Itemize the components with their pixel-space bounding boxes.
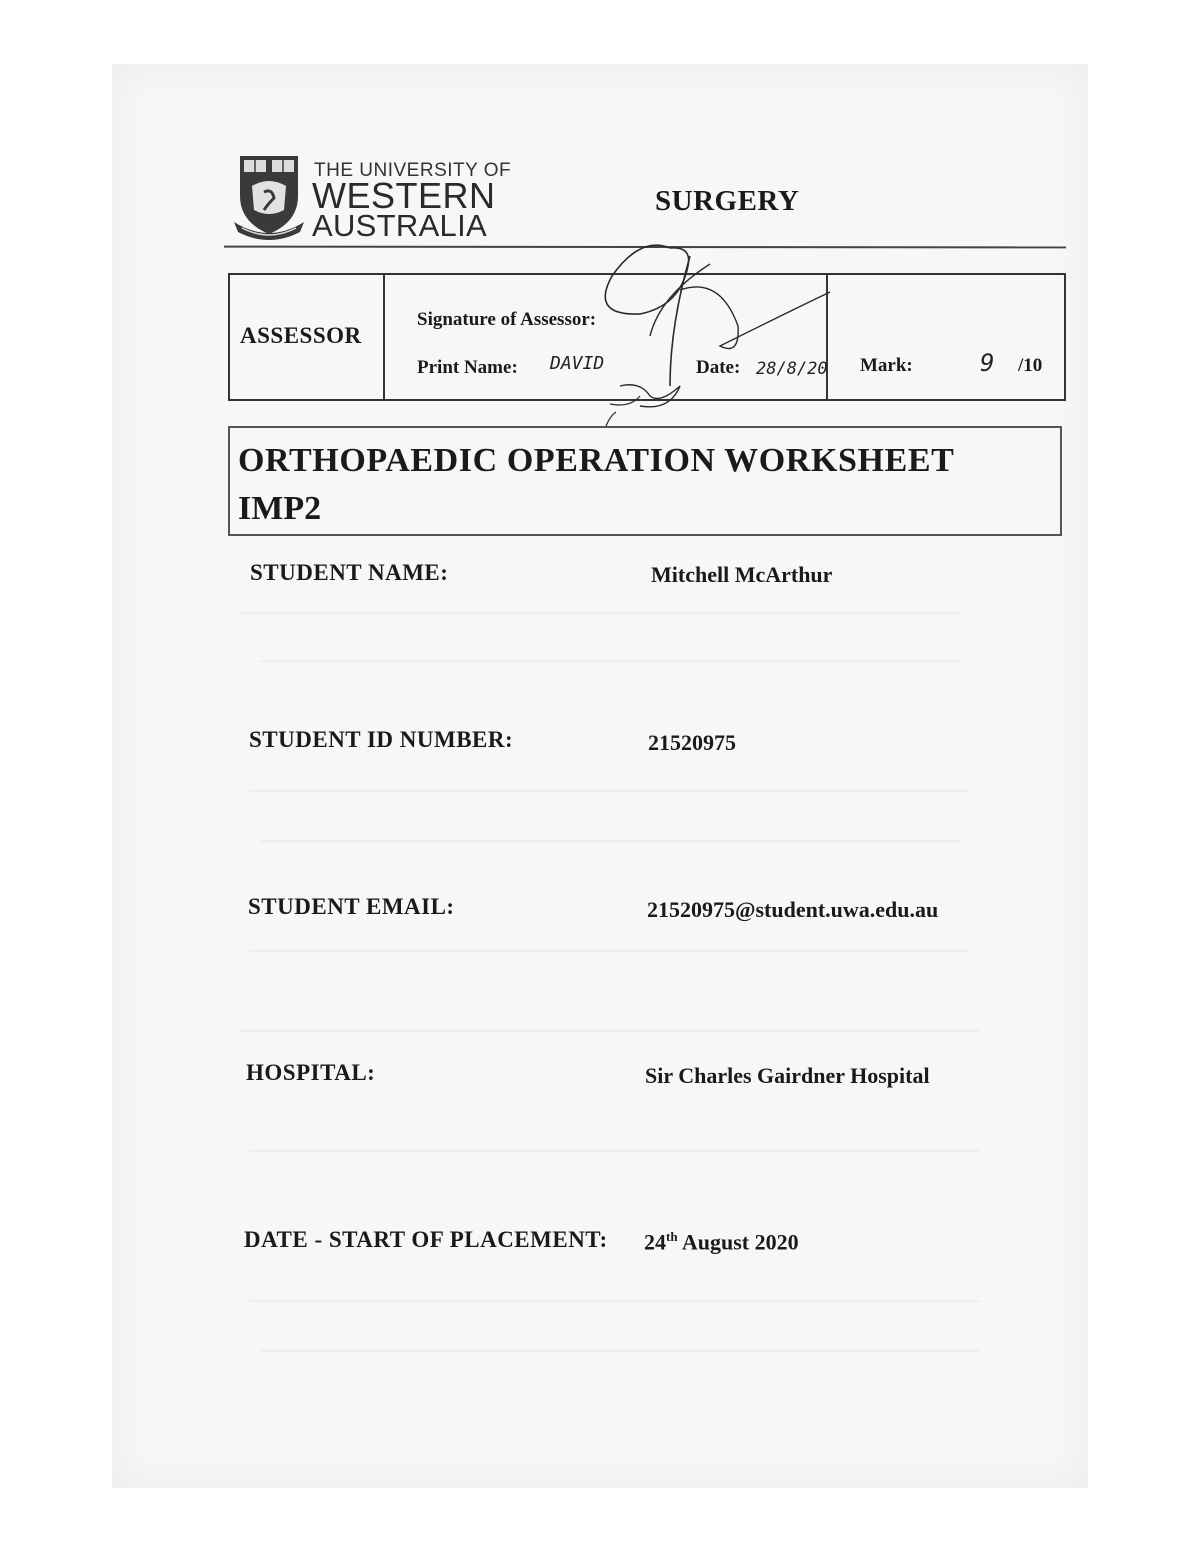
placement-start-label: DATE - START OF PLACEMENT: <box>244 1227 608 1252</box>
bleed-through-line <box>250 950 970 952</box>
mark-value: 9 <box>980 349 995 377</box>
worksheet-title-box <box>228 426 1062 536</box>
student-email-value: 21520975@student.uwa.edu.au <box>647 897 939 922</box>
department-title: SURGERY <box>655 185 800 217</box>
placement-day-suffix: th <box>666 1229 678 1244</box>
placement-day: 24 <box>644 1229 666 1255</box>
worksheet-title: ORTHOPAEDIC OPERATION WORKSHEET <box>238 442 955 479</box>
assessor-label: ASSESSOR <box>240 323 362 348</box>
worksheet-code: IMP2 <box>238 490 322 527</box>
student-name-value: Mitchell McArthur <box>651 562 833 587</box>
bleed-through-line <box>240 612 960 614</box>
student-id-label: STUDENT ID NUMBER: <box>249 727 514 752</box>
print-name-value: DAVID <box>550 353 605 374</box>
placement-month-year: August 2020 <box>677 1229 799 1255</box>
university-name-line2: WESTERN <box>312 175 496 216</box>
assessor-table <box>228 273 1066 401</box>
hospital-label: HOSPITAL: <box>246 1060 376 1085</box>
university-name-line3: AUSTRALIA <box>312 208 487 243</box>
print-name-label: Print Name: <box>417 357 518 378</box>
mark-out-of: /10 <box>1018 355 1043 376</box>
bleed-through-line <box>260 1350 980 1352</box>
student-name-label: STUDENT NAME: <box>250 560 449 585</box>
university-name-line1: THE UNIVERSITY OF <box>314 160 512 181</box>
placement-start-value <box>644 1229 799 1255</box>
date-value: 28/8/20 <box>756 359 828 379</box>
signature-label: Signature of Assessor: <box>417 309 597 330</box>
student-email-label: STUDENT EMAIL: <box>248 894 455 919</box>
table-divider <box>826 275 828 399</box>
bleed-through-line <box>260 660 960 662</box>
hospital-value: Sir Charles Gairdner Hospital <box>645 1063 930 1088</box>
bleed-through-line <box>250 1300 980 1302</box>
bleed-through-line <box>260 840 960 842</box>
university-crest-icon <box>234 152 304 242</box>
bleed-through-line <box>250 1150 980 1152</box>
date-label: Date: <box>696 357 741 378</box>
mark-label: Mark: <box>860 355 913 376</box>
student-id-value: 21520975 <box>648 730 736 755</box>
table-divider <box>383 275 385 399</box>
bleed-through-line <box>240 1030 980 1032</box>
bleed-through-line <box>250 790 970 792</box>
